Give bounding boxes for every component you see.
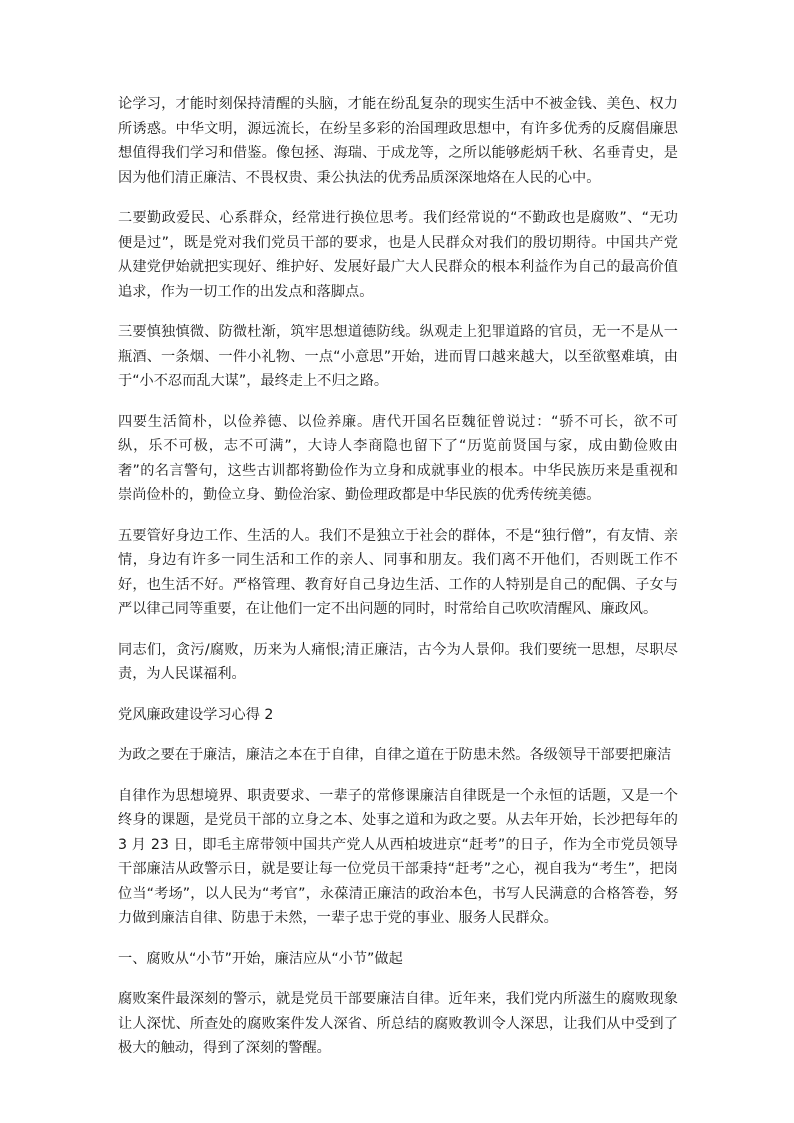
section-subheading: 一、腐败从“小节”开始，廉洁应从“小节”做起 [118, 950, 403, 967]
section-title: 党风廉政建设学习心得 2 [118, 706, 274, 723]
paragraph-closing: 同志们，贪污/腐败，历来为人痛恨;清正廉洁，古今为人景仰。我们要统一思想，尽职尽责，为人民谋福利。 [118, 641, 678, 682]
paragraph-point-five: 五要管好身边工作、生活的人。我们不是独立于社会的群体，不是“独行僧”，有友情、亲情，身边有许多一同生活和工作的亲人、同事和朋友。我们离不开他们，否则既工作不好，也生活不好。严格管理、教育好自己身边生活、工作的人特别是自己的配偶、子女与严以律己同等重要，在让他们一定不出问题的同时，时常给自己吹吹清醒风、廉政风。 [118, 527, 678, 617]
section-body: 自律作为思想境界、职责要求、一辈子的常修课廉洁自律既是一个永恒的话题，又是一个终身的课题，是党员干部的立身之本、处事之道和为政之要。从去年开始，长沙把每年的 3 月 23 日，即毛主席带领中国共产党人从西柏坡进京“赶考”的日子，作为全市党员领导干部廉洁从政警示日，就是要让每一位党员干部秉持“赶考”之心，视自我为“考生”，把岗位当“考场”，以人民为“考官”，永葆清正廉洁的政治本色，书写人民满意的合格答卷，努力做到廉洁自律、防患于未然，一辈子忠于党的事业、服务人民群众。 [118, 787, 678, 926]
paragraph-point-two: 二要勤政爱民、心系群众，经常进行换位思考。我们经常说的“不勤政也是腐败”、“无功便是过”，既是党对我们党员干部的要求，也是人民群众对我们的殷切期待。中国共产党从建党伊始就把实现好、维护好、发展好最广大人民群众的根本利益作为自己的最高价值追求，作为一切工作的出发点和落脚点。 [118, 210, 678, 300]
section-intro: 为政之要在于廉洁，廉洁之本在于自律，自律之道在于防患未然。各级领导干部要把廉洁 [118, 747, 672, 763]
paragraph-point-three: 三要慎独慎微、防微杜渐，筑牢思想道德防线。纵观走上犯罪道路的官员，无一不是从一瓶酒、一条烟、一件小礼物、一点“小意思”开始，进而胃口越来越大，以至欲壑难填，由于“小不忍而乱大谋”，最终走上不归之路。 [118, 324, 678, 389]
paragraph-learning: 论学习，才能时刻保持清醒的头脑，才能在纷乱复杂的现实生活中不被金钱、美色、权力所诱惑。中华文明，源远流长，在纷呈多彩的治国理政思想中，有许多优秀的反腐倡廉思想值得我们学习和借鉴。像包拯、海瑞、于成龙等，之所以能够彪炳千秋、名垂青史，是因为他们清正廉洁、不畏权贵、秉公执法的优秀品质深深地烙在人民的心中。 [118, 96, 678, 186]
document-page [118, 92, 678, 1077]
paragraph-point-four: 四要生活简朴，以俭养德、以俭养廉。唐代开国名臣魏征曾说过：“骄不可长，欲不可纵，乐不可极，志不可满”，大诗人李商隐也留下了“历览前贤国与家，成由勤俭败由奢”的名言警句，这些古训都将勤俭作为立身和成就事业的根本。中华民族历来是重视和崇尚俭朴的，勤俭立身、勤俭治家、勤俭理政都是中华民族的优秀传统美德。 [118, 413, 678, 503]
section-last-paragraph: 腐败案件最深刻的警示，就是党员干部要廉洁自律。近年来，我们党内所滋生的腐败现象让人深忧、所查处的腐败案件发人深省、所总结的腐败教训令人深思，让我们从中受到了极大的触动，得到了深刻的警醒。 [118, 991, 678, 1056]
